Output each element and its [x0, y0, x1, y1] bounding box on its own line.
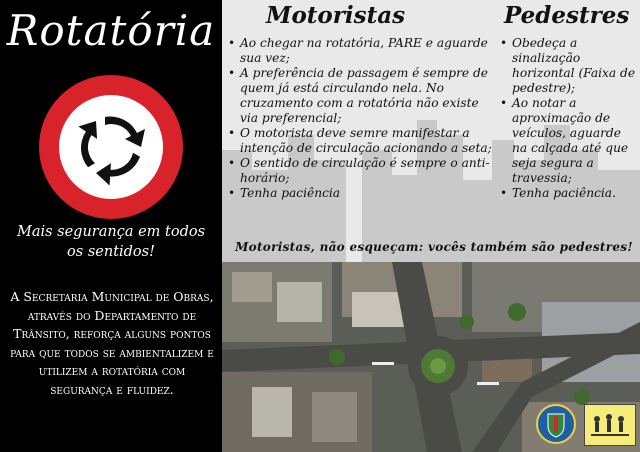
municipal-crest-icon [536, 404, 576, 444]
list-item: • O sentido de circulação é sempre o anti-horário; [228, 156, 492, 186]
info-panel [222, 0, 640, 262]
motoristas-list [228, 36, 492, 201]
secretaria-text: A Secretaria Municipal de Obras, através do Departamento de Trânsito, reforça alguns pontos para que todos se ambientalizem e utilizem a rotatória com segurança e fluidez. [10, 289, 214, 397]
aerial-roundabout-photo [222, 262, 640, 452]
pedestres-list [500, 36, 636, 201]
motoristas-heading: Motoristas [266, 2, 406, 29]
roundabout-sign-icon [36, 72, 186, 222]
list-item: • Tenha paciência [228, 186, 492, 201]
program-logo-icon [584, 404, 636, 446]
list-item: • Ao notar a aproximação de veículos, aguarde na calçada até que seja segura a travessia; [500, 96, 636, 186]
tagline: Mais segurança em todos os sentidos! [16, 224, 206, 260]
list-item: • Obedeça a sinalização horizontal (Faixa de pedestre); [500, 36, 636, 96]
list-item: • A preferência de passagem é sempre de quem já está circulando nela. No cruzamento com a rotatória não existe via preferencial; [228, 66, 492, 126]
footer-warning: Motoristas, não esqueçam: vocês também são pedestres! [235, 240, 633, 254]
poster-title: Rotatória [6, 6, 216, 55]
list-item: • Ao chegar na rotatória, PARE e aguarde sua vez; [228, 36, 492, 66]
list-item: • O motorista deve semre manifestar a intenção de circulação acionando a seta; [228, 126, 492, 156]
list-item: • Tenha paciência. [500, 186, 636, 201]
left-panel [0, 0, 222, 452]
pedestres-heading: Pedestres [504, 2, 630, 29]
